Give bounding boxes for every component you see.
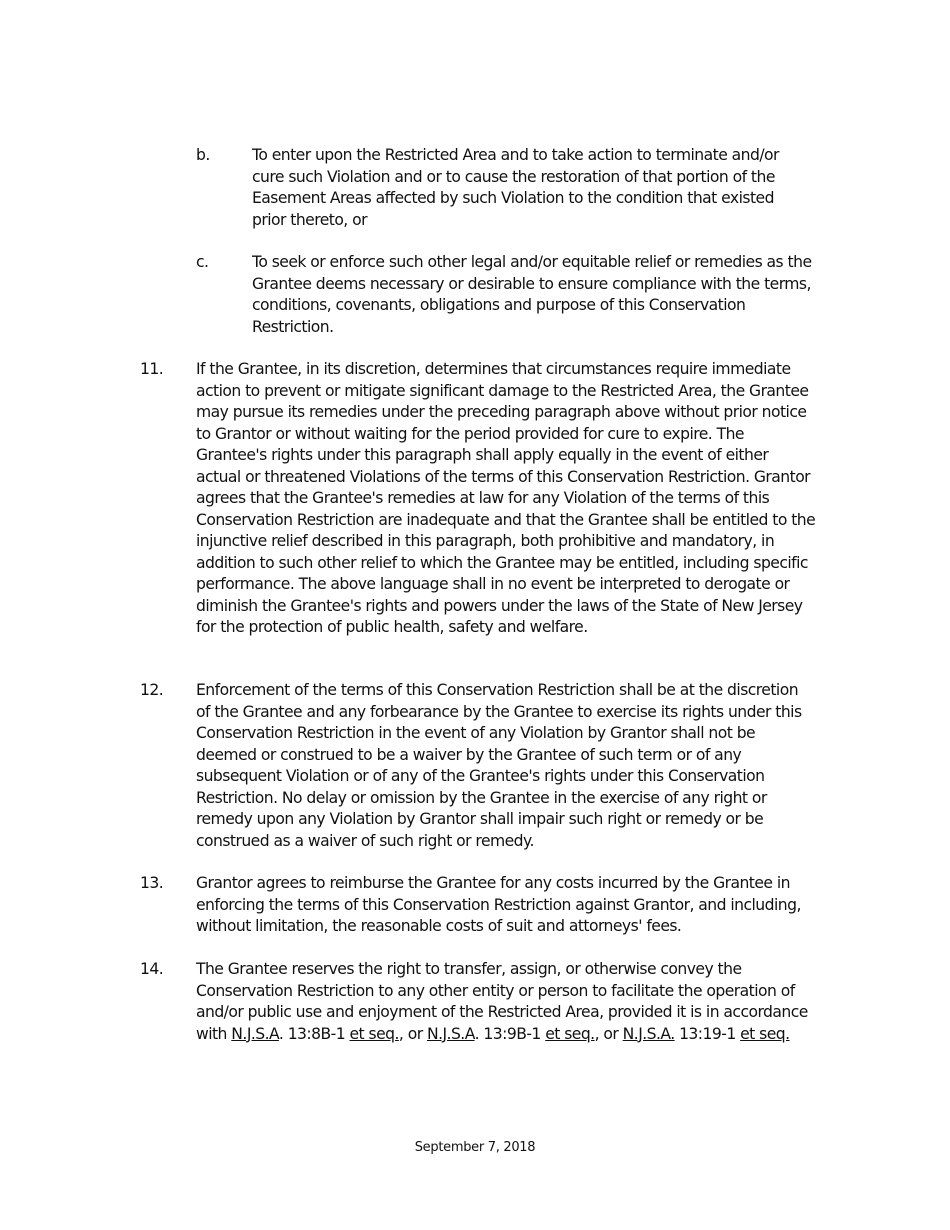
paragraph-text-run: , or: [594, 1024, 623, 1043]
paragraph-text: If the Grantee, in its discretion, determines that circumstances require immediate action to prevent or mitigate significant damage to the Restricted Area, the Grantee may pursue its remedies under the preceding paragraph above without prior notice to Grantor or without waiting for the period provided for cure to expire. The Grantee's rights under this paragraph shall apply equally in the event of either actual or threatened Violations of the terms of this Conservation Restriction. Grantor agrees that the Grantee's remedies at law for any Violation of the terms of this Conservation Restriction are inadequate and that the Grantee shall be entitled to the injunctive relief described in this paragraph, both prohibitive and mandatory, in addition to such other relief to which the Grantee may be entitled, including specific performance. The above language shall in no event be interpreted to derogate or diminish the Grantee's rights and powers under the laws of the State of New Jersey for the protection of public health, safety and welfare.: [196, 360, 816, 636]
paragraph-number: 12.: [140, 681, 164, 699]
paragraph-text-run: . 13:8B-1: [278, 1024, 350, 1043]
statute-citation: N.J.S.A: [426, 1024, 475, 1043]
paragraph-text-run: 13:19-1: [674, 1024, 741, 1043]
statute-citation: N.J.S.A.: [622, 1024, 675, 1043]
paragraph-text: Enforcement of the terms of this Conservation Restriction shall be at the discretion of the Grantee and any forbearance by the Grantee to exercise its rights under this Conservation Restriction in the event of any Violation by Grantor shall not be deemed or construed to be a waiver by the Grantee of such term or of any subsequent Violation or of any of the Grantee's rights under this Conservation Restriction. No delay or omission by the Grantee in the exercise of any right or remedy upon any Violation by Grantor shall impair such right or remedy or be construed as a waiver of such right or remedy.: [196, 681, 802, 850]
et-seq-citation: et seq.: [740, 1024, 790, 1043]
paragraph-text: [196, 959, 816, 1045]
sub-item-marker: b.: [196, 146, 210, 164]
paragraph-text-run: The Grantee reserves the right to transfer, assign, or otherwise convey the Conservation Restriction to any other entity or person to facilitate the operation of and/or public use and enjoyment of the Restricted Area, provided it is in accordance with: [196, 960, 808, 1043]
paragraph-number: 13.: [140, 874, 164, 892]
footer-date: September 7, 2018: [414, 1140, 536, 1155]
sub-item-text: To enter upon the Restricted Area and to take action to terminate and/or cure such Violation and or to cause the restoration of that portion of the Easement Areas affected by such Violation to the condition that existed prior thereto, or: [252, 146, 779, 229]
et-seq-citation: et seq.: [545, 1024, 595, 1043]
paragraph-text: Grantor agrees to reimburse the Grantee for any costs incurred by the Grantee in enforcing the terms of this Conservation Restriction against Grantor, and including, without limitation, the reasonable costs of suit and attorneys' fees.: [196, 874, 801, 935]
paragraph-text-run: , or: [398, 1024, 427, 1043]
statute-citation: N.J.S.A: [231, 1024, 279, 1043]
sub-item-text: To seek or enforce such other legal and/or equitable relief or remedies as the Grantee deems necessary or desirable to ensure compliance with the terms, conditions, covenants, obligations and purpose of this Conservation Restriction.: [252, 253, 812, 336]
paragraph-text-run: . 13:9B-1: [474, 1024, 546, 1043]
paragraph-number: 11.: [140, 360, 164, 378]
et-seq-citation: et seq.: [349, 1024, 399, 1043]
paragraph-number: 14.: [140, 960, 164, 978]
sub-item-marker: c.: [196, 253, 209, 271]
